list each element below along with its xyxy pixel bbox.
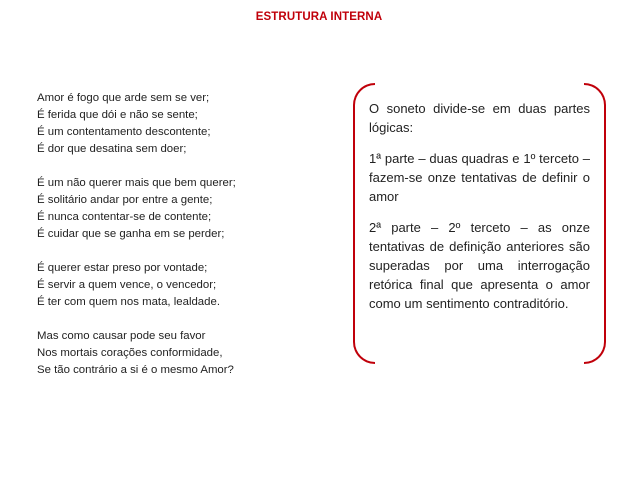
page-title: ESTRUTURA INTERNA bbox=[255, 11, 383, 23]
stanza-1 bbox=[37, 90, 327, 158]
verse-line: É solitário andar por entre a gente; bbox=[37, 194, 213, 206]
verse-line: É ferida que dói e não se sente; bbox=[37, 109, 198, 121]
structure-note-text bbox=[369, 99, 590, 313]
verse-line: Nos mortais corações conformidade, bbox=[37, 347, 223, 359]
verse-line: É servir a quem vence, o vencedor; bbox=[37, 279, 217, 291]
stanza-2 bbox=[37, 175, 327, 243]
verse-line: É cuidar que se ganha em se perder; bbox=[37, 228, 225, 240]
structure-note-box bbox=[353, 83, 606, 364]
verse-line: Mas como causar pode seu favor bbox=[37, 330, 206, 342]
note-part-two: 2ª parte – 2º terceto – as onze tentativas de definição anteriores são superadas por uma interrogação retórica final que apresenta o amor como um sentimento contraditório. bbox=[369, 220, 590, 311]
verse-line: É um não querer mais que bem querer; bbox=[37, 177, 236, 189]
sonnet-text bbox=[37, 90, 327, 379]
stanza-3 bbox=[37, 260, 327, 311]
verse-line: Amor é fogo que arde sem se ver; bbox=[37, 92, 210, 104]
verse-line: Se tão contrário a si é o mesmo Amor? bbox=[37, 364, 234, 376]
verse-line: É um contentamento descontente; bbox=[37, 126, 211, 138]
verse-line: É querer estar preso por vontade; bbox=[37, 262, 208, 274]
verse-line: É dor que desatina sem doer; bbox=[37, 143, 187, 155]
verse-line: É nunca contentar-se de contente; bbox=[37, 211, 212, 223]
note-part-one: 1ª parte – duas quadras e 1º terceto – fazem-se onze tentativas de definir o amor bbox=[369, 151, 590, 204]
note-intro: O soneto divide-se em duas partes lógicas: bbox=[369, 101, 590, 135]
verse-line: É ter com quem nos mata, lealdade. bbox=[37, 296, 220, 308]
stanza-4 bbox=[37, 328, 327, 379]
